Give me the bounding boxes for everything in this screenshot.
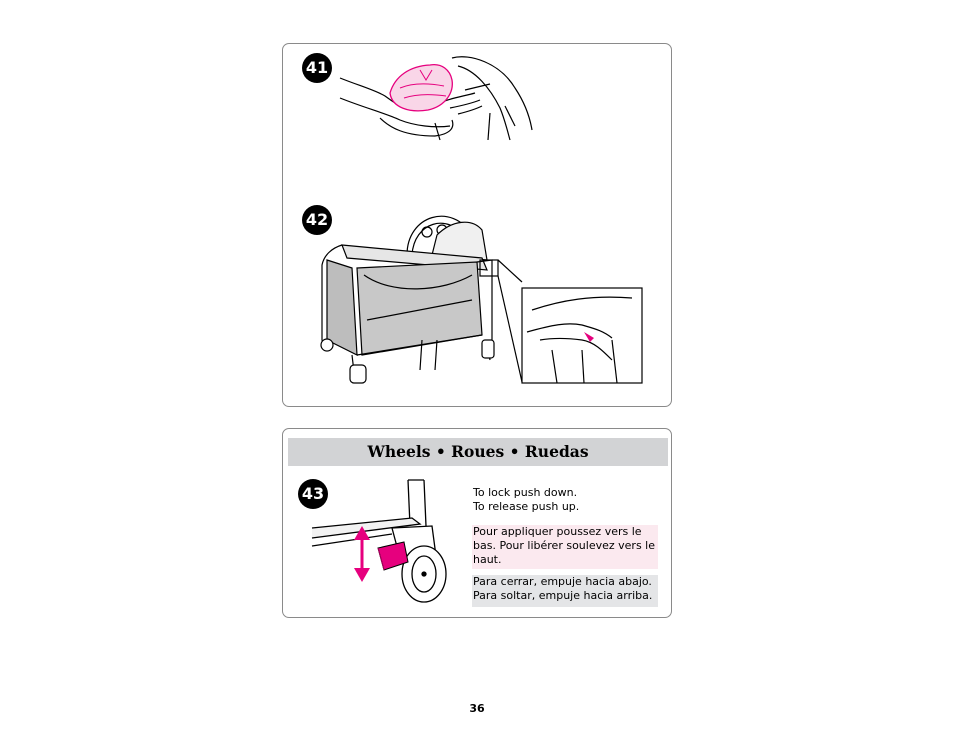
page-number: 36 [469,702,485,715]
wheels-header-title: Wheels • Roues • Ruedas [367,442,589,461]
hands-folding-mattress-illustration [340,48,540,143]
step-43-badge: 43 [298,479,328,509]
step-41-badge: 41 [302,53,332,83]
instructions-english: To lock push down. To release push up. [473,486,580,513]
wheels-header-bar [288,438,668,466]
wheel-lock-illustration [312,476,447,606]
instructions-spanish: Para cerrar, empuje hacia abajo. Para soltar, empuje hacia arriba. [472,575,658,607]
step-42-badge: 42 [302,205,332,235]
playard-illustration [312,200,647,388]
instructions-french: Pour appliquer poussez vers le bas. Pour libérer soulevez vers le haut. [472,525,658,569]
